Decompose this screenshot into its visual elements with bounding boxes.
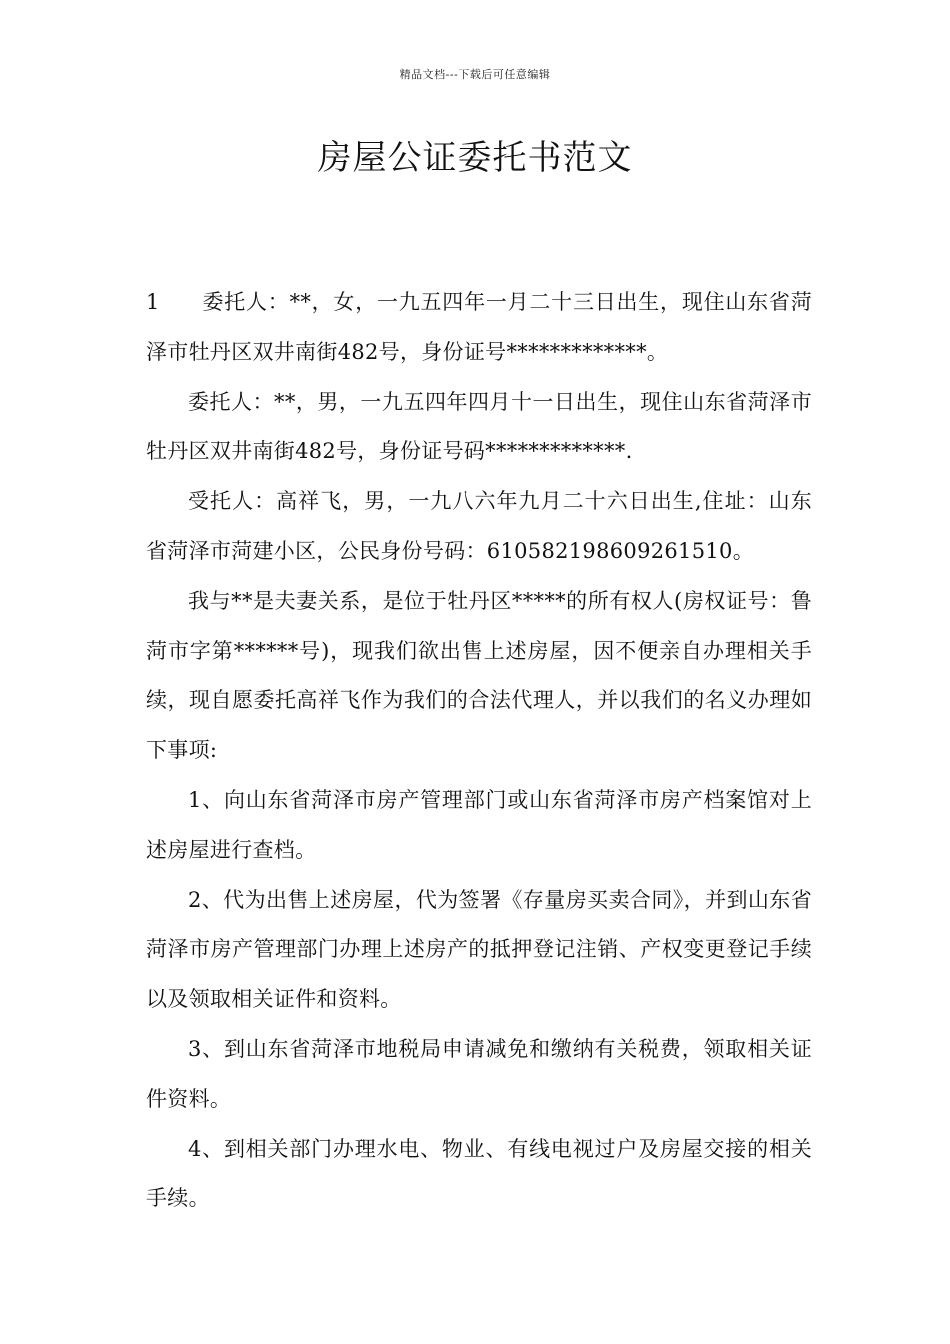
paragraph-4: 我与**是夫妻关系，是位于牡丹区*****的所有权人(房权证号：鲁菏市字第******号)，现我们欲出售上述房屋，因不便亲自办理相关手续，现自愿委托高祥飞作为我们的合法代理人，并以我们的名义办理如下事项: [146,588,812,763]
paragraph-1 [146,278,812,378]
document-title: 房屋公证委托书范文 [317,138,633,178]
paragraph-8: 4、到相关部门办理水电、物业、有线电视过户及房屋交接的相关手续。 [146,1136,812,1211]
paragraph-6: 2、代为出售上述房屋，代为签署《存量房买卖合同》，并到山东省菏泽市房产管理部门办理上述房产的抵押登记注销、产权变更登记手续以及领取相关证件和资料。 [146,887,812,1012]
document-body [146,278,812,1224]
header-note: 精品文档---下载后可任意编辑 [399,68,551,81]
paragraph-text: 委托人：**，女，一九五四年一月二十三日出生，现住山东省菏泽市牡丹区双井南街482号，身份证号*************。 [146,290,812,364]
paragraph-2: 委托人：**，男，一九五四年四月十一日出生，现住山东省菏泽市牡丹区双井南街482号，身份证号码*************. [146,389,812,464]
paragraph-3: 受托人：高祥飞，男，一九八六年九月二十六日出生,住址：山东省菏泽市菏建小区，公民身份号码：610582198609261510。 [146,489,812,563]
paragraph-5: 1、向山东省菏泽市房产管理部门或山东省菏泽市房产档案馆对上述房屋进行查档。 [146,787,812,862]
paragraph-number: 1 [146,290,160,314]
paragraph-7: 3、到山东省菏泽市地税局申请减免和缴纳有关税费，领取相关证件资料。 [146,1036,812,1111]
